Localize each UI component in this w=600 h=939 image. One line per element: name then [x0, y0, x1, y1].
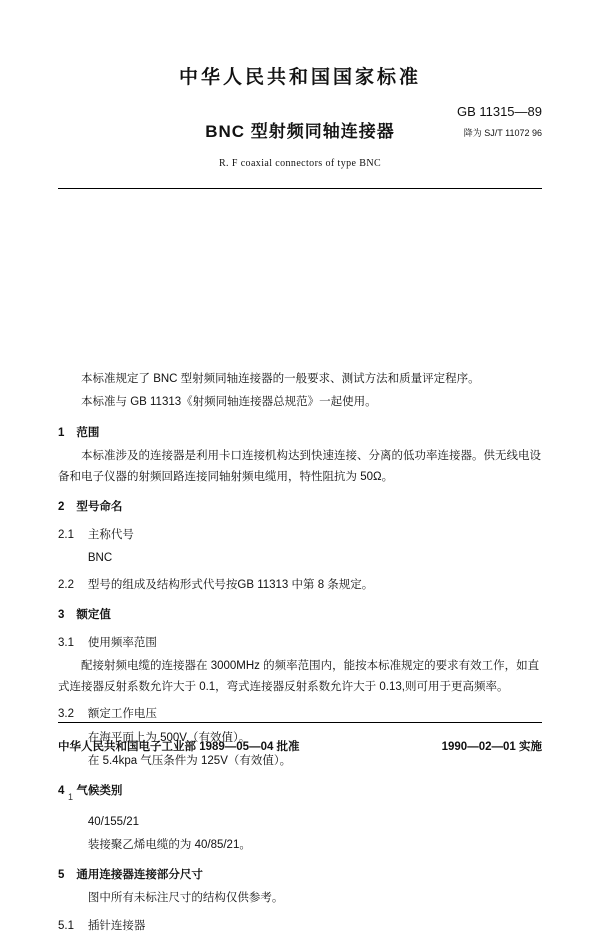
section-1-heading	[58, 423, 542, 444]
section-5-1-number: 5.1	[58, 919, 74, 932]
section-2-1-title: 主称代号	[87, 528, 134, 541]
section-3-1-body: 配接射频电缆的连接器在 3000MHz 的频率范围内，能按本标准规定的要求有效工作，如直式连接器反射系数允许大于 0.1，弯式连接器反射系数允许大于 0.13,则可用于更高频率。	[58, 659, 540, 694]
footer-divider	[58, 722, 542, 723]
page-content	[58, 0, 542, 939]
section-4-body-2: 装接聚乙烯电缆的为 40/85/21。	[87, 838, 251, 851]
section-5-body: 图中所有未标注尺寸的结构仅供参考。	[87, 892, 284, 905]
section-3-title: 额定值	[76, 609, 111, 622]
page-footer	[58, 738, 542, 754]
section-2-1-body: BNC	[87, 551, 113, 564]
section-1-body: 本标准涉及的连接器是利用卡口连接机构达到快速连接、分离的低功率连接器。供无线电设备和电子仪器的射频回路连接同轴射频电缆用，特性阻抗为 50Ω。	[58, 449, 541, 484]
section-3-2-body-2: 在 5.4kpa 气压条件为 125V（有效值）。	[87, 754, 292, 767]
section-1-title: 范围	[76, 426, 100, 439]
section-2-heading	[58, 497, 542, 518]
section-3-1-title: 使用频率范围	[87, 636, 157, 649]
section-3-2-body-1: 在海平面上为 500V（有效值）。	[87, 731, 251, 744]
section-2-number: 2	[58, 501, 65, 514]
section-5-1-title: 插针连接器	[87, 919, 146, 932]
section-5-title: 通用连接器连接部分尺寸	[76, 869, 203, 882]
footer-effective-date: 1990—02—01 实施	[441, 741, 542, 753]
section-4-heading	[58, 781, 542, 802]
section-1-number: 1	[58, 426, 65, 439]
section-2-1-number: 2.1	[58, 528, 74, 541]
section-3-number: 3	[58, 609, 65, 622]
section-5-number: 5	[58, 869, 65, 882]
document-body	[58, 369, 542, 937]
section-5-1-heading	[58, 916, 542, 937]
standard-number-block	[457, 104, 542, 139]
section-4-title: 气候类别	[76, 785, 123, 798]
section-4-number: 4	[58, 785, 65, 798]
section-3-heading	[58, 605, 542, 626]
standard-number: GB 11315—89	[456, 104, 542, 119]
national-standard-title: 中华人民共和国国家标准	[178, 67, 421, 88]
section-4-body-1: 40/155/21	[87, 815, 140, 828]
document-subtitle-english: R. F coaxial connectors of type BNC	[218, 158, 382, 169]
section-2-title: 型号命名	[76, 501, 123, 514]
standard-replaces-note: 降为 SJ/T 11072 96	[463, 128, 542, 138]
page-title: BNC 型射频同轴连接器	[205, 122, 395, 141]
section-3-1-number: 3.1	[58, 636, 74, 649]
section-3-1-heading	[58, 633, 542, 654]
header-divider	[58, 188, 542, 189]
section-2-2-number: 2.2	[58, 579, 74, 592]
footer-approval-text: 中华人民共和国电子工业部 1989—05—04 批准	[58, 741, 300, 753]
intro-line-2: 本标准与 GB 11313《射频同轴连接器总规范》一起使用。	[81, 396, 377, 409]
section-5-heading	[58, 865, 542, 886]
section-2-1-heading	[58, 525, 542, 546]
intro-line-1: 本标准规定了 BNC 型射频同轴连接器的一般要求、测试方法和质量评定程序。	[81, 373, 480, 385]
section-3-2-number: 3.2	[58, 708, 74, 721]
section-2-2-heading	[58, 575, 542, 596]
section-2-2-title: 型号的组成及结构形式代号按GB 11313 中第 8 条规定。	[87, 579, 374, 592]
section-3-2-title: 额定工作电压	[87, 708, 157, 721]
page-number: 1	[68, 792, 74, 802]
